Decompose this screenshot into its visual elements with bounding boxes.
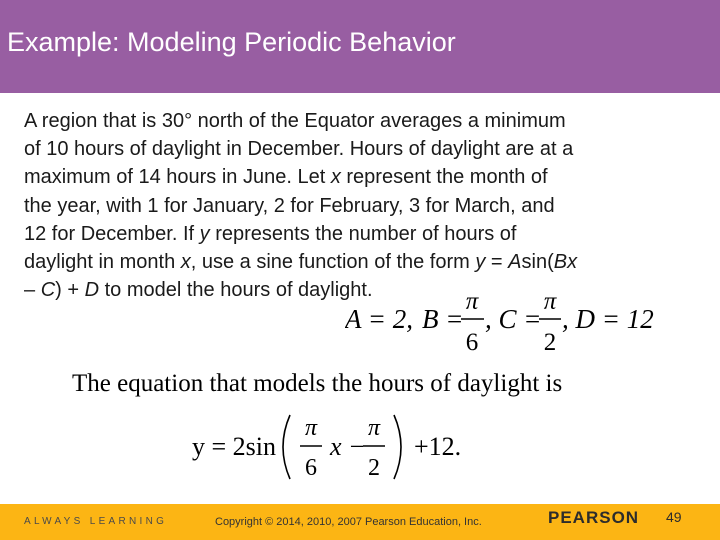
- param-c-label: , C =: [485, 304, 542, 334]
- slide-header: [0, 0, 720, 93]
- equation-lhs: y = 2sin: [192, 432, 277, 461]
- right-paren: [394, 415, 401, 479]
- problem-line: [24, 248, 700, 276]
- problem-text-run: the year, with 1 for January, 2 for February, 3 for March, and: [24, 194, 555, 217]
- problem-text-run: –: [24, 279, 41, 302]
- variable: A: [508, 251, 522, 274]
- frac2-denominator: 2: [368, 455, 380, 481]
- variable: C: [40, 279, 56, 302]
- problem-text-run: A region that is 30° north of the Equator averages a minimum: [24, 110, 566, 132]
- model-equation: [188, 409, 468, 485]
- problem-text-run: daylight in month: [24, 251, 181, 274]
- copyright-text: Copyright © 2014, 2010, 2007 Pearson Education, Inc.: [215, 516, 482, 528]
- pearson-logo: PEARSON: [548, 508, 640, 527]
- slide-title: Example: Modeling Periodic Behavior: [7, 27, 456, 57]
- problem-line: [24, 192, 700, 220]
- param-b-numerator: π: [465, 289, 479, 315]
- param-c-denominator: 2: [543, 329, 557, 355]
- page-number: 49: [666, 509, 682, 525]
- problem-text-run: ) +: [55, 279, 85, 302]
- param-d: , D = 12: [562, 304, 654, 334]
- problem-line: [24, 220, 700, 248]
- problem-text-run: of 10 hours of daylight in December. Hours of daylight are at a: [24, 138, 574, 161]
- frac2-numerator: π: [367, 415, 381, 441]
- conclusion-text: The equation that models the hours of daylight is: [72, 370, 563, 397]
- problem-text-run: =: [485, 251, 509, 274]
- problem-statement: [24, 107, 700, 304]
- problem-text-run: represents the number of hours of: [209, 222, 517, 245]
- problem-text-run: 12 for December. If: [24, 222, 200, 245]
- problem-text-run: to model the hours of daylight.: [99, 279, 373, 302]
- problem-line: [24, 135, 700, 163]
- frac1-denominator: 6: [305, 455, 317, 481]
- problem-line: [24, 163, 700, 191]
- given-parameters: [345, 289, 665, 355]
- problem-text-run: represent the month of: [340, 166, 548, 189]
- variable: x: [330, 166, 341, 189]
- variable: x: [180, 251, 191, 274]
- param-a: A = 2,: [345, 304, 413, 334]
- variable: Bx: [553, 251, 578, 274]
- frac1-numerator: π: [304, 415, 318, 441]
- problem-text-run: maximum of 14 hours in June. Let: [24, 166, 331, 189]
- variable: D: [84, 279, 100, 302]
- problem-text-run: , use a sine function of the form: [190, 251, 476, 274]
- equation-tail: +12.: [414, 432, 462, 461]
- variable: y: [475, 251, 486, 274]
- param-b-denominator: 6: [465, 329, 479, 355]
- problem-text-run: sin(: [521, 251, 554, 274]
- slide-footer: [0, 504, 720, 540]
- x-term: x −: [330, 432, 366, 461]
- param-b-label: B =: [422, 304, 464, 334]
- problem-line: [24, 107, 700, 135]
- param-c-numerator: π: [543, 289, 557, 315]
- left-paren: [283, 415, 290, 479]
- variable: y: [199, 222, 210, 245]
- footer-tagline: ALWAYS LEARNING: [24, 516, 168, 527]
